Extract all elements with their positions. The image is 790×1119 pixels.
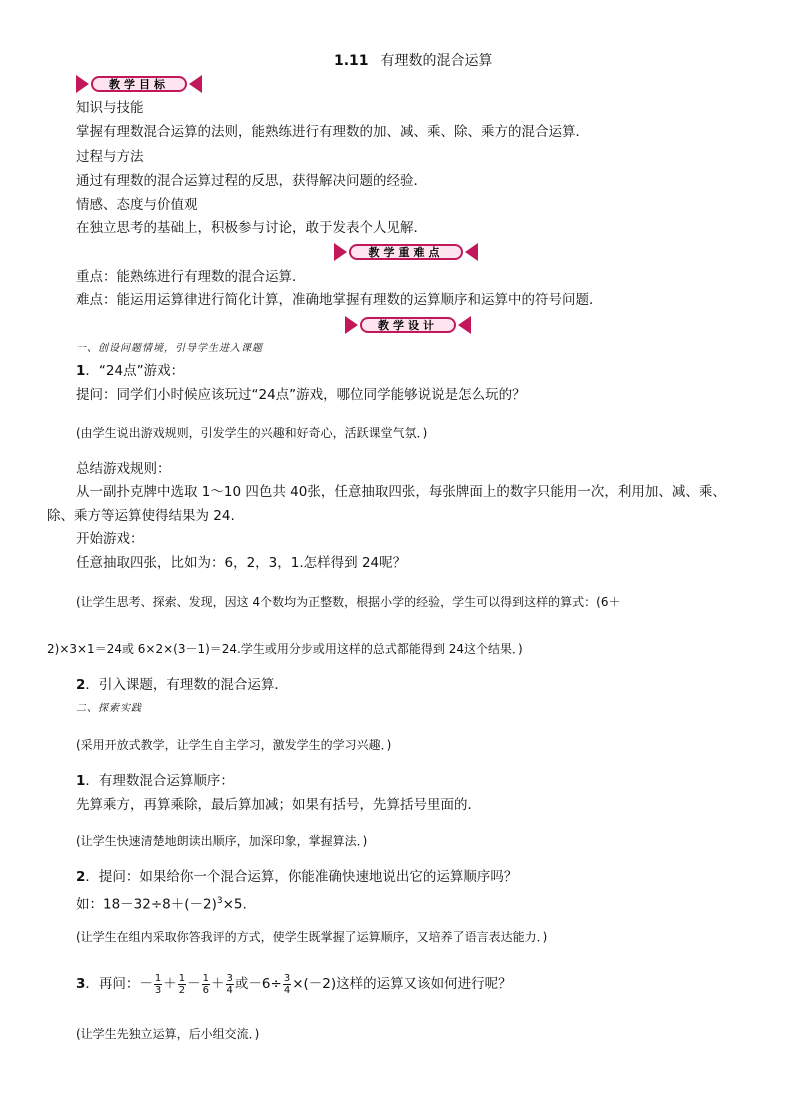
item-text: ．再问：－	[85, 976, 153, 992]
rules-heading: 总结游戏规则：	[76, 461, 171, 477]
rules-line-2: 除、乘方等运算使得结果为 24.	[47, 508, 235, 524]
difficult-point: 难点：能运用运算律进行简化计算，准确地掌握有理数的运算顺序和运算中的符号问题．	[76, 292, 603, 308]
rules-text-1: 从一副扑克牌中选取 1～10 四色共 40张，任意抽取四张，每张牌面上的数字只能用一次，利用加、减、乘、	[76, 484, 726, 500]
item-number: 1	[76, 773, 86, 789]
example-expression	[76, 892, 247, 914]
or-text: 或－6÷	[234, 976, 282, 992]
item-text: ．提问：如果给你一个混合运算，你能准确快速地说出它的运算顺序吗？	[85, 869, 518, 885]
note-1: (由学生说出游戏规则，引发学生的兴趣和好奇心，活跃课堂气氛．)	[76, 426, 428, 440]
expr-exponent: 3	[216, 896, 223, 906]
banner-label: 教学重难点	[349, 244, 463, 260]
section-heading-1: 一、创设问题情境，引导学生进入课题	[76, 343, 263, 354]
expr-part-b: ×5.	[222, 896, 247, 913]
order-item-1	[76, 772, 234, 790]
para-process: 通过有理数的混合运算过程的反思，获得解决问题的经验．	[76, 173, 427, 189]
arrow-right-icon	[76, 75, 89, 93]
ask-24: 任意抽取四张，比如为：6，2，3，1.怎样得到 24呢？	[76, 555, 407, 571]
heading-knowledge: 知识与技能	[76, 100, 144, 116]
note-5: (让学生在组内采取你答我评的方式，使学生既掌握了运算顺序，又培养了语言表达能力．)	[76, 930, 548, 944]
item-number: 2	[76, 869, 86, 885]
section-title: 有理数的混合运算	[380, 53, 493, 69]
question-1: 提问：同学们小时候应该玩过“24点”游戏，哪位同学能够说说是怎么玩的？	[76, 387, 526, 403]
item-number: 1	[76, 363, 86, 379]
banner-teaching-goals	[76, 75, 202, 93]
order-rule: 先算乘方，再算乘除，最后算加减；如果有括号，先算括号里面的．	[76, 797, 481, 813]
item-text: ．引入课题，有理数的混合运算．	[85, 677, 288, 693]
fraction-4: $\frac{3}{4}$	[226, 972, 233, 996]
page-title	[334, 50, 493, 70]
fraction-2: $\frac{1}{2}$	[178, 972, 186, 996]
minus-sign: －	[187, 976, 201, 992]
arrow-right-icon	[334, 243, 347, 261]
note-4: (让学生快速清楚地朗读出顺序，加深印象，掌握算法．)	[76, 834, 368, 848]
fraction-3: $\frac{1}{6}$	[202, 972, 210, 996]
note-6: (让学生先独立运算，后小组交流．)	[76, 1027, 260, 1041]
banner-teaching-design	[345, 316, 471, 334]
note-2-line-2: 2)×3×1＝24或 6×2×(3－1)＝24.学生或用分步或用这样的总式都能得到 24这个结果．)	[47, 642, 523, 656]
banner-label: 教学目标	[91, 76, 187, 92]
para-attitude: 在独立思考的基础上，积极参与讨论，敢于发表个人见解．	[76, 220, 427, 236]
section-heading-2: 二、探索实践	[76, 703, 142, 714]
section-number: 1.11	[334, 53, 369, 69]
arrow-left-icon	[458, 316, 471, 334]
order-item-2	[76, 868, 517, 886]
rules-line-1	[76, 483, 766, 501]
banner-key-points	[334, 243, 478, 261]
para-knowledge: 掌握有理数混合运算的法则，能熟练进行有理数的加、减、乘、除、乘方的混合运算．	[76, 124, 589, 140]
item-tail: ×(－2)这样的运算又该如何进行呢？	[292, 976, 512, 992]
note-3: (采用开放式教学，让学生自主学习，激发学生的学习兴趣．)	[76, 738, 392, 752]
item-1	[76, 362, 184, 380]
banner-label: 教学设计	[360, 317, 456, 333]
arrow-left-icon	[465, 243, 478, 261]
item-text: ．“24点”游戏：	[85, 363, 185, 379]
order-item-3	[76, 970, 512, 998]
expr-part-a: 如：18－32÷8＋(－2)	[76, 896, 217, 913]
item-number: 2	[76, 677, 86, 693]
plus-sign: ＋	[163, 976, 177, 992]
note-2-line-1: (让学生思考、探索、发现，因这 4个数均为正整数，根据小学的经验，学生可以得到这样的算式：(6＋	[76, 595, 621, 609]
plus-sign: ＋	[211, 976, 225, 992]
item-number: 3	[76, 976, 86, 992]
heading-attitude: 情感、态度与价值观	[76, 197, 198, 213]
fraction-1: $\frac{1}{3}$	[154, 972, 162, 996]
item-2	[76, 676, 288, 694]
arrow-right-icon	[345, 316, 358, 334]
heading-process: 过程与方法	[76, 149, 144, 165]
arrow-left-icon	[189, 75, 202, 93]
key-point: 重点：能熟练进行有理数的混合运算．	[76, 269, 306, 285]
fraction-5: $\frac{3}{4}$	[283, 972, 291, 996]
start-game: 开始游戏：	[76, 531, 144, 547]
item-text: ．有理数混合运算顺序：	[85, 773, 234, 789]
